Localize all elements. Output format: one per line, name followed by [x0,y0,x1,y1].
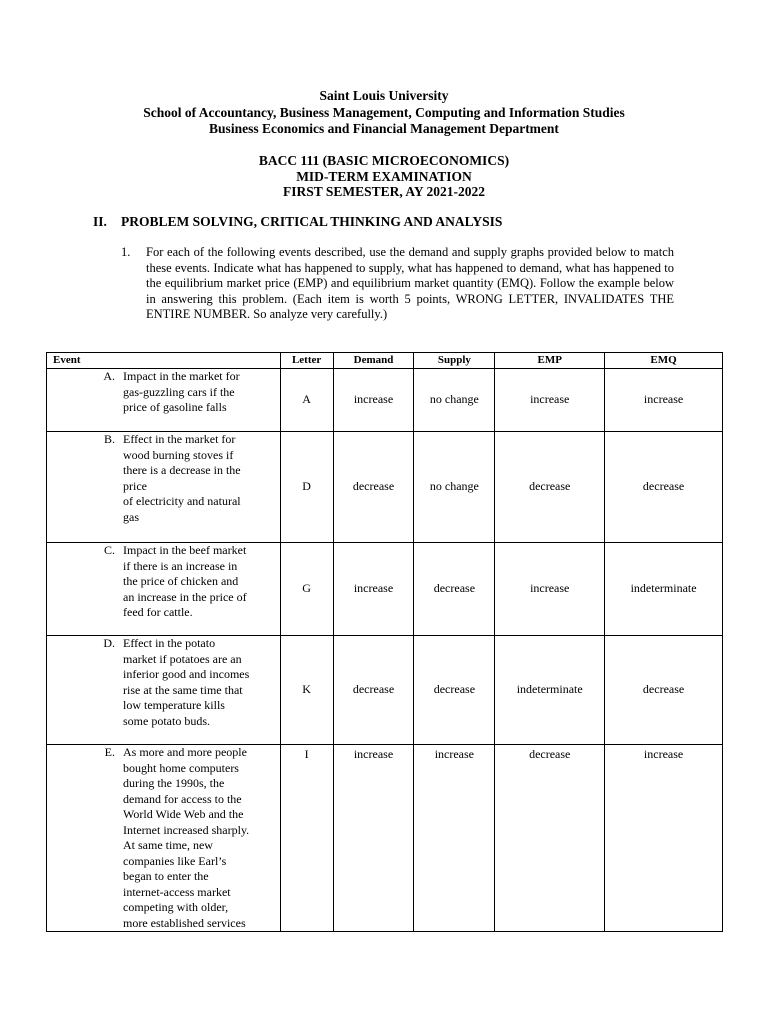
item-number: 1. [121,245,131,259]
supply-cell: decrease [414,636,495,745]
event-description: Effect in the market for wood burning stoves if there is a decrease in the price of electricity and natural gas [123,432,241,524]
semester: FIRST SEMESTER, AY 2021-2022 [282,184,486,199]
letter-cell: G [280,543,333,636]
emp-cell: decrease [495,432,605,543]
letter-cell: I [280,745,333,932]
emq-cell: increase [605,369,723,432]
event-description: Impact in the beef market if there is an increase in the price of chicken and an increase in the price of feed for cattle. [123,543,247,619]
header-emp: EMP [495,353,605,369]
demand-cell: decrease [333,432,414,543]
emp-cell: increase [495,369,605,432]
events-table [46,352,723,932]
table-row [47,369,723,432]
demand-cell: increase [333,745,414,932]
supply-cell: no change [414,432,495,543]
table-row [47,543,723,636]
event-cell [47,636,281,745]
emq-cell: increase [605,745,723,932]
emq-cell: decrease [605,636,723,745]
emp-cell: indeterminate [495,636,605,745]
demand-cell: increase [333,369,414,432]
section-number: II. [93,214,107,229]
event-label: E. [104,745,115,759]
demand-cell: decrease [333,636,414,745]
header-demand: Demand [333,353,414,369]
table-row [47,432,723,543]
demand-cell: increase [333,543,414,636]
event-description: As more and more people bought home computers during the 1990s, the demand for access to the World Wide Web and the Internet increased sharply. At same time, new companies like Earl’s began to enter the internet-access market competing with older, more established services [123,745,250,930]
exam-name: MID-TERM EXAMINATION [296,168,472,184]
supply-cell: increase [414,745,495,932]
table-row [47,636,723,745]
letter-cell: A [280,369,333,432]
instructions-paragraph [121,245,674,323]
emq-cell: decrease [605,432,723,543]
event-label: C. [103,543,115,557]
event-cell [47,369,281,432]
emq-cell: indeterminate [605,543,723,636]
emp-cell: decrease [495,745,605,932]
event-cell [47,543,281,636]
section-heading [93,214,502,230]
header-event: Event [47,353,281,369]
event-cell [47,432,281,543]
event-label: B. [103,432,115,446]
document-header [0,88,768,138]
section-title: PROBLEM SOLVING, CRITICAL THINKING AND ANALYSIS [121,214,503,229]
university-name: Saint Louis University [319,88,449,103]
instructions-text: For each of the following events described, use the demand and supply graphs provided below to match these events. Indicate what has happened to supply, what has happened to demand, what has happened to the equilibrium market price (EMP) and equilibrium market quantity (EMQ). Follow the example below in answering this problem. (Each item is worth 5 points, WRONG LETTER, INVALIDATES THE ENTIRE NUMBER. So analyze very carefully.) [146,245,674,321]
table-row [47,745,723,932]
header-letter: Letter [280,353,333,369]
course-info [0,153,768,200]
letter-cell: K [280,636,333,745]
event-description: Effect in the potato market if potatoes are an inferior good and incomes rise at the same time that low temperature kills some potato buds. [123,636,250,728]
supply-cell: decrease [414,543,495,636]
course-code: BACC 111 (BASIC MICROECONOMICS) [258,153,510,168]
emp-cell: increase [495,543,605,636]
supply-cell: no change [414,369,495,432]
event-cell [47,745,281,932]
letter-cell: D [280,432,333,543]
table-header-row [47,353,723,369]
event-label: A. [103,369,115,383]
event-label: D. [103,636,115,650]
event-description: Impact in the market for gas-guzzling cars if the price of gasoline falls [123,369,240,414]
header-emq: EMQ [605,353,723,369]
school-name: School of Accountancy, Business Management, Computing and Information Studies [143,104,625,120]
header-supply: Supply [414,353,495,369]
department-name: Business Economics and Financial Management Department [209,121,559,136]
